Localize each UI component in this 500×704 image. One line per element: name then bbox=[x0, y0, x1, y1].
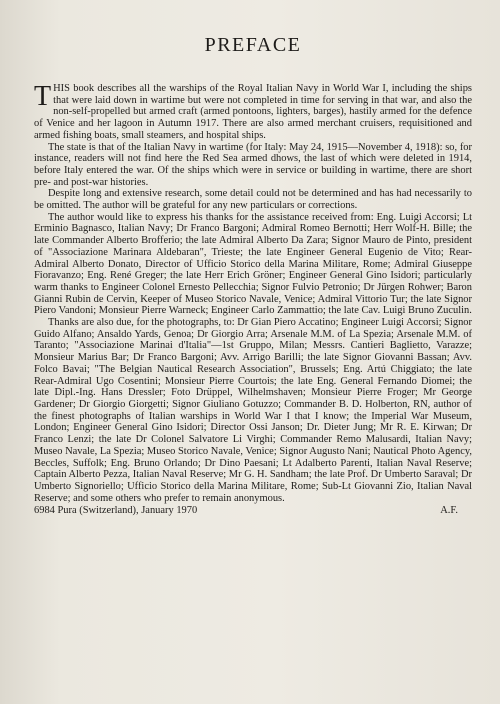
paragraph-1-text: HIS book describes all the warships of the Royal Italian Navy in World War I, including the ships that were laid down in wartime but were not completed in time for serving in that war, and also the non-self-propelled but armed craft (armed pontoons, lighters, barges), hastily armed for the defence of Venice and her lagoon in Autumn 1917. There are also armed merchant cruisers, requisitioned and armed fishing boats, small steamers, and hospital ships. bbox=[34, 83, 472, 141]
paragraph-2: The state is that of the Italian Navy in wartime (for Italy: May 24, 1915—November 4, 1918): so, for instance, readers will not find here the Red Sea armed dhows, the last of which were deleted in 1914, before Italy entered the war. Of the ships which were in service or building in wartime, there are short pre- and post-war histories. bbox=[34, 141, 472, 188]
author-initials: A.F. bbox=[440, 505, 458, 517]
paragraph-3: Despite long and extensive research, some detail could not be determined and has had necessarily to be omitted. The author will be grateful for any new particulars or corrections. bbox=[34, 188, 472, 212]
paragraph-5: Thanks are also due, for the photographs, to: Dr Gian Piero Accatino; Engineer Luigi Accorsi; Signor Guido Alfano; Ansaldo Yards, Genoa; Dr Giorgio Arra; Arsenale M.M. of La Spezia; Arsenale M.M. of Taranto; "Associazione Marinai d'Italia"—1st Gruppo, Milan; Messrs. Cantieri Baglietto, Varazze; Monsieur Marius Bar; Dr Franco Bargoni; Avv. Arrigo Barilli; the late Signor Giovanni Bassan; Avv. Folco Bavai; "The Belgian Nautical Research Association", Brussels; Eng. Artú Chiggiato; the late Rear-Admiral Ugo Cosentini; Monsieur Pierre Courtois; the late Eng. General Fernando Diomei; the late Dipl.-Ing. Hans Dressler; Foto Drüppel, Wilhelmshaven; Monsieur Pierre Froger; Mr George Gardener; Dr Giorgio Giorgetti; Signor Giuliano Gotuzzo; Commander B. D. Holberton, RN, author of the finest photographs of Italian warships in World War I that I know; the Imperial War Museum, London; Engineer General Gino Isidori; Director Ossi Janson; Dr. Dieter Jung; Mr R. E. Kirwan; Dr Franco Lenzi; the late Dr Colonel Salvatore Li Virghi; Commander Remo Malusardi, Italian Navy; Museo Navale, La Spezia; Museo Storico Navale, Venice; Signor Augusto Nani; Nautical Photo Agency, Beccles, Suffolk; Eng. Bruno Orlando; Dr Dino Paesani; Lt Adalberto Parenti, Italian Naval Reserve; Captain Alberto Pezza, Italian Naval Reserve; Mr G. H. Sandham; the late Prof. Dr Umberto Saraval; Dr Umberto Signoriello; Ufficio Storico della Marina Militare, Rome; Sub-Lt Giovanni Zio, Italian Naval Reserve; and some others who prefer to remain anonymous. bbox=[34, 317, 472, 504]
paragraph-4: The author would like to express his thanks for the assistance received from: Eng. Luigi Accorsi; Lt Erminio Bagnasco, Italian Navy; Dr Franco Bargoni; Admiral Romeo Bernotti; Herr Wolf-H. Bille; the late Commander Alberto Brofferio; the late Admiral Alberto Da Zara; Signor Mauro de Pinto, president of "Associazione Marinara Aldebaran", Trieste; the late Engineer General Eugenio de Vito; Rear-Admiral Alberto Donato, Director of Ufficio Storico della Marina Militare, Rome; Admiral Giuseppe Fioravanzo; Eng. René Greger; the late Herr Erich Gröner; Engineer General Gino Isidori; particularly warm thanks to Engineer Colonel Ernesto Pellecchia; Signor Fulvio Petronio; Dr Jürgen Rohwer; Baron Gianni Rubin de Cervin, Keeper of Museo Storico Navale, Venice; Admiral Vittorio Tur; the late Signor Piero Vandoni; Monsieur Pierre Warneck; Engineer Carlo Zammattio; the late Cav. Luigi Bruno Zuculin. bbox=[34, 211, 472, 317]
drop-cap: T bbox=[34, 81, 52, 112]
signature-line bbox=[34, 505, 472, 517]
page-title: PREFACE bbox=[204, 34, 302, 56]
place-date: 6984 Pura (Switzerland), January 1970 bbox=[34, 505, 198, 517]
preface-body bbox=[34, 83, 472, 504]
paragraph-1 bbox=[34, 83, 472, 142]
